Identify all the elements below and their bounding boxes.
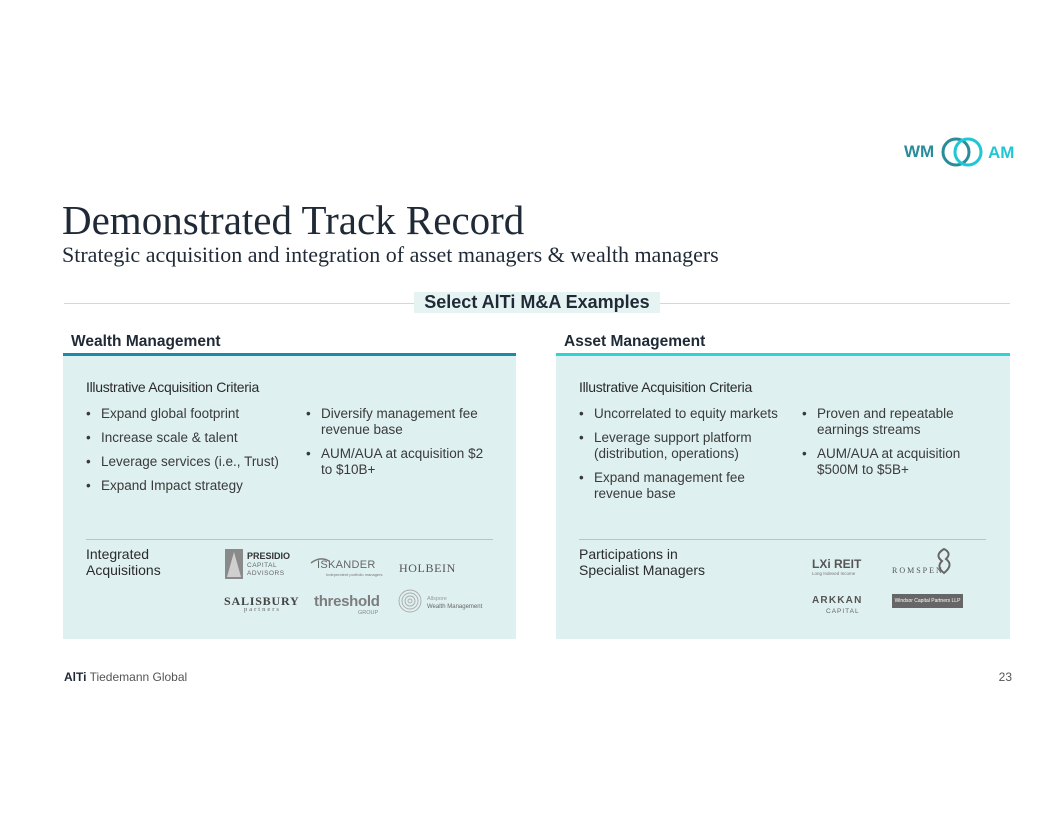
alpacore-sub: Wealth Management: [427, 604, 483, 610]
list-item: • Increase scale & talent: [86, 430, 296, 446]
footer-brand: [64, 670, 187, 684]
iskander-logo: [310, 557, 388, 579]
salisbury-name: SALISBURY: [224, 594, 300, 608]
threshold-name: threshold: [314, 593, 380, 610]
arkkan-logo: [812, 595, 872, 619]
presidio-mark-icon: [224, 548, 244, 580]
list-item: • Expand global footprint: [86, 406, 296, 422]
presidio-name: PRESIDIO: [247, 551, 291, 561]
arkkan-name: ARKKAN: [812, 595, 863, 606]
rings-icon: [940, 136, 986, 168]
list-item: • Diversify management fee revenue base: [306, 406, 486, 438]
am-label: AM: [988, 143, 1015, 162]
romspen-name: ROMSPEN: [892, 566, 944, 575]
list-item: • Proven and repeatable earnings streams: [802, 406, 982, 438]
list-item: • AUM/AUA at acquisition $500M to $5B+: [802, 446, 982, 478]
page-number: 23: [998, 670, 1012, 684]
wealth-criteria-title: Illustrative Acquisition Criteria: [86, 379, 259, 395]
wealth-accent-bar: [63, 353, 516, 356]
wm-am-logo: [904, 136, 1016, 168]
asset-criteria-col1: [579, 406, 784, 510]
list-item: • Uncorrelated to equity markets: [579, 406, 784, 422]
presidio-logo: [224, 548, 290, 580]
list-item: • Leverage support platform (distribution, operations): [579, 430, 784, 462]
asset-criteria-col2: [802, 406, 982, 486]
asset-heading: Asset Management: [564, 333, 706, 350]
wealth-criteria-col1: [86, 406, 296, 502]
wealth-group-label: Integrated Acquisitions: [86, 546, 161, 578]
salisbury-logo: [224, 594, 300, 616]
iskander-sub: Independent portfolio managers: [326, 572, 383, 577]
presidio-sub2: ADVISORS: [247, 570, 285, 577]
list-item: • Expand Impact strategy: [86, 478, 296, 494]
lxi-reit-logo: [812, 557, 874, 579]
threshold-sub: GROUP: [358, 610, 379, 616]
list-item: • Expand management fee revenue base: [579, 470, 784, 502]
page-title: Demonstrated Track Record: [62, 197, 525, 243]
wealth-divider: [86, 539, 493, 540]
asset-accent-bar: [556, 353, 1010, 356]
wm-label: WM: [904, 142, 935, 161]
lxi-sub: Long Indexed Income: [812, 571, 856, 576]
asset-criteria-title: Illustrative Acquisition Criteria: [579, 379, 752, 395]
asset-group-label: Participations in Specialist Managers: [579, 546, 706, 578]
presidio-sub1: CAPITAL: [247, 562, 278, 569]
holbein-logo: HOLBEIN: [399, 561, 456, 575]
list-item: • AUM/AUA at acquisition $2 to $10B+: [306, 446, 486, 478]
lxi-name: LXi REIT: [812, 557, 862, 571]
windsor-logo: Windsor Capital Partners LLP: [892, 594, 963, 608]
arkkan-sub: CAPITAL: [826, 608, 860, 615]
threshold-logo: [314, 593, 382, 619]
footer-brand-rest: Tiedemann Global: [86, 670, 188, 684]
salisbury-sub: partners: [244, 606, 281, 613]
alpacore-spiral-icon: [398, 589, 422, 613]
asset-divider: [579, 539, 986, 540]
page-subtitle: Strategic acquisition and integration of asset managers & wealth managers: [62, 242, 719, 267]
footer-brand-bold: AlTi: [64, 670, 87, 684]
wealth-criteria-col2: [306, 406, 486, 486]
alpacore-logo: [398, 589, 488, 615]
wealth-heading: Wealth Management: [71, 333, 221, 350]
iskander-name: ISKANDER: [317, 559, 376, 571]
alpacore-name: Allspore: [427, 596, 447, 602]
section-label: Select AlTi M&A Examples: [414, 292, 660, 313]
list-item: • Leverage services (i.e., Trust): [86, 454, 296, 470]
romspen-logo: [892, 547, 960, 577]
